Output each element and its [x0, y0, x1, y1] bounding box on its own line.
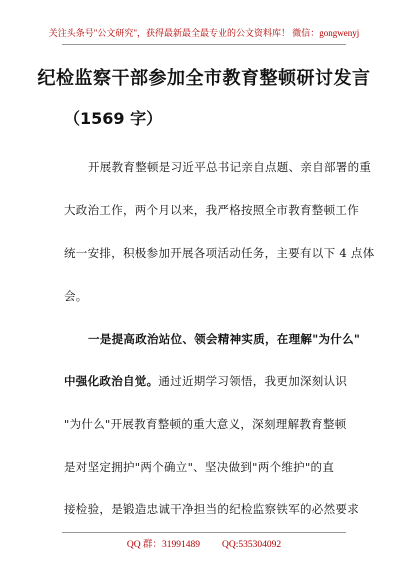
paragraph-line: "为什么"开展教育整顿的重大意义，深刻理解教育整顿 [64, 417, 347, 431]
footer-qq: QQ:535304092 [221, 540, 282, 550]
page-header: 关注头条号"公文研究"，获得最新最全最专业的公文资料库！ 微信：gongwenyj [48, 28, 360, 38]
footer-divider [62, 532, 346, 533]
paragraph-line: 统一安排，积极参加开展各项活动任务，主要有以下 4 点体 [64, 246, 375, 260]
paragraph-heading: 一是提高政治站位、领会精神实质，在理解"为什么" [88, 332, 361, 346]
page-footer [0, 536, 408, 550]
header-divider [62, 44, 346, 45]
document-subtitle: （1569 字） [64, 109, 163, 128]
paragraph-line: 是对坚定拥护"两个确立"、坚决做到"两个维护"的直 [64, 460, 335, 474]
paragraph-line: 会。 [64, 289, 88, 303]
paragraph-line: 接检验，是锻造忠诚干净担当的纪检监察铁军的必然要求 [64, 502, 359, 516]
footer-qq-group: QQ 群：31991489 [126, 540, 200, 550]
paragraph-line: 大政治工作，两个月以来，我严格按照全市教育整顿工作 [64, 203, 359, 217]
paragraph-line: 开展教育整顿是习近平总书记亲自点题、亲自部署的重 [88, 160, 372, 174]
document-title: 纪检监察干部参加全市教育整顿研讨发言 [37, 68, 371, 89]
paragraph-line [64, 372, 346, 390]
paragraph-text: 通过近期学习领悟，我更加深刻认识 [158, 374, 348, 388]
paragraph-heading-cont: 中强化政治自觉。 [64, 374, 159, 388]
